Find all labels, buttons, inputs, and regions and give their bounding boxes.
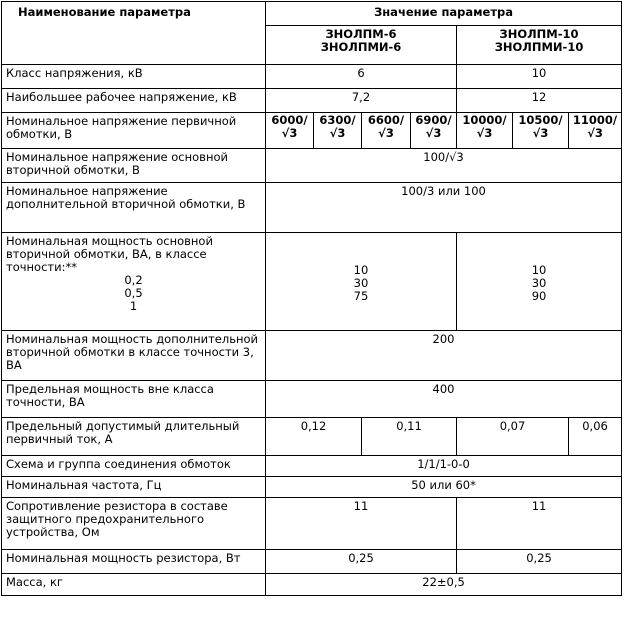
aux-secondary-voltage-value: 100/3 или 100 [266, 183, 622, 233]
table-row [2, 65, 622, 89]
primary-voltage-cell [362, 113, 411, 149]
parameters-table-container [1, 1, 621, 596]
sqrt-value: √3 [425, 126, 442, 140]
max-voltage-10: 12 [457, 89, 622, 113]
aux-power-value: 200 [266, 331, 622, 381]
main-power-10 [457, 233, 622, 331]
limit-power-value: 400 [266, 381, 622, 418]
table-row [2, 381, 622, 418]
sqrt-value: √3 [587, 126, 603, 140]
main-power-6-value: 30 [353, 276, 369, 290]
row-name-limit-power: Предельная мощность вне класса точности, ВА [2, 381, 266, 418]
table-row [2, 233, 622, 331]
row-name-voltage-class: Класс напряжения, кВ [2, 65, 266, 89]
mass-value: 22±0,5 [266, 574, 622, 596]
row-name-main-power [2, 233, 266, 331]
table-row [2, 477, 622, 498]
table-row [2, 456, 622, 477]
primary-voltage-cell [314, 113, 362, 149]
primary-voltage-cell [457, 113, 513, 149]
row-name-main-secondary-voltage: Номинальное напряжение основной вторичной обмотки, В [2, 149, 266, 183]
primary-voltage-value: 10500/ [518, 113, 563, 127]
row-name-connection: Схема и группа соединения обмоток [2, 456, 266, 477]
table-row [2, 498, 622, 550]
primary-voltage-cell [513, 113, 569, 149]
main-power-10-value: 90 [531, 289, 547, 303]
type-10-name-2: ЗНОЛПМИ-10 [494, 40, 584, 54]
row-name-mass: Масса, кг [2, 574, 266, 596]
primary-current-value: 0,07 [457, 418, 569, 456]
param-value-header: Значение параметра [266, 2, 622, 26]
header-row [2, 2, 622, 26]
primary-current-value: 0,06 [569, 418, 622, 456]
type-6-name-2: ЗНОЛПМИ-6 [320, 40, 402, 54]
primary-voltage-value: 11000/ [572, 113, 618, 127]
voltage-class-10: 10 [457, 65, 622, 89]
connection-value: 1/1/1-0-0 [266, 456, 622, 477]
table-row [2, 574, 622, 596]
table-row [2, 89, 622, 113]
row-name-aux-secondary-voltage: Номинальное напряжение дополнительной вторичной обмотки, В [2, 183, 266, 233]
table-row [2, 550, 622, 574]
table-row [2, 331, 622, 381]
table-row [2, 183, 622, 233]
primary-voltage-value: 6600/ [367, 113, 405, 127]
primary-current-value: 0,12 [266, 418, 362, 456]
row-name-max-voltage: Наибольшее рабочее напряжение, кВ [2, 89, 266, 113]
main-power-6-value: 75 [353, 289, 369, 303]
main-power-10-value: 10 [531, 263, 547, 277]
resistor-10: 11 [457, 498, 622, 550]
primary-voltage-value: 10000/ [462, 113, 507, 127]
main-power-10-value: 30 [531, 276, 547, 290]
resistor-6: 11 [266, 498, 457, 550]
main-power-label: Номинальная мощность основной вторичной обмотки, ВА, в классе точности:** [6, 234, 213, 274]
main-power-6-value: 10 [353, 263, 369, 277]
sqrt-value: √3 [329, 126, 346, 140]
max-voltage-6: 7,2 [266, 89, 457, 113]
row-name-resistor: Сопротивление резистора в составе защитного предохранительного устройства, Ом [2, 498, 266, 550]
primary-voltage-cell [569, 113, 622, 149]
type-header-10kv [457, 26, 622, 65]
primary-voltage-cell [411, 113, 457, 149]
primary-voltage-value: 6900/ [415, 113, 452, 127]
primary-voltage-cell [266, 113, 314, 149]
row-name-aux-power: Номинальная мощность дополнительной вторичной обмотки в классе точности 3, ВА [2, 331, 266, 381]
resistor-power-10: 0,25 [457, 550, 622, 574]
table-row [2, 113, 622, 149]
sqrt-value: √3 [281, 126, 298, 140]
table-row [2, 149, 622, 183]
type-header-6kv [266, 26, 457, 65]
resistor-power-6: 0,25 [266, 550, 457, 574]
param-name-header: Наименование параметра [2, 2, 266, 65]
row-name-primary-current: Предельный допустимый длительный первичный ток, А [2, 418, 266, 456]
row-name-primary-voltage: Номинальное напряжение первичной обмотки, В [2, 113, 266, 149]
accuracy-class: 0,2 [124, 273, 143, 287]
type-6-name-1: ЗНОЛПМ-6 [325, 27, 397, 41]
voltage-class-6: 6 [266, 65, 457, 89]
sqrt-value: √3 [476, 126, 493, 140]
sqrt-value: √3 [532, 126, 549, 140]
main-power-6 [266, 233, 457, 331]
main-secondary-voltage-value: 100/√3 [266, 149, 622, 183]
sqrt-value: √3 [378, 126, 394, 140]
type-10-name-1: ЗНОЛПМ-10 [499, 27, 579, 41]
accuracy-class: 1 [129, 299, 138, 313]
primary-voltage-value: 6000/ [271, 113, 308, 127]
primary-voltage-value: 6300/ [319, 113, 356, 127]
row-name-frequency: Номинальная частота, Гц [2, 477, 266, 498]
frequency-value: 50 или 60* [266, 477, 622, 498]
table-row [2, 418, 622, 456]
row-name-resistor-power: Номинальная мощность резистора, Вт [2, 550, 266, 574]
accuracy-class: 0,5 [124, 286, 143, 300]
primary-current-value: 0,11 [362, 418, 457, 456]
parameters-table [1, 1, 622, 596]
